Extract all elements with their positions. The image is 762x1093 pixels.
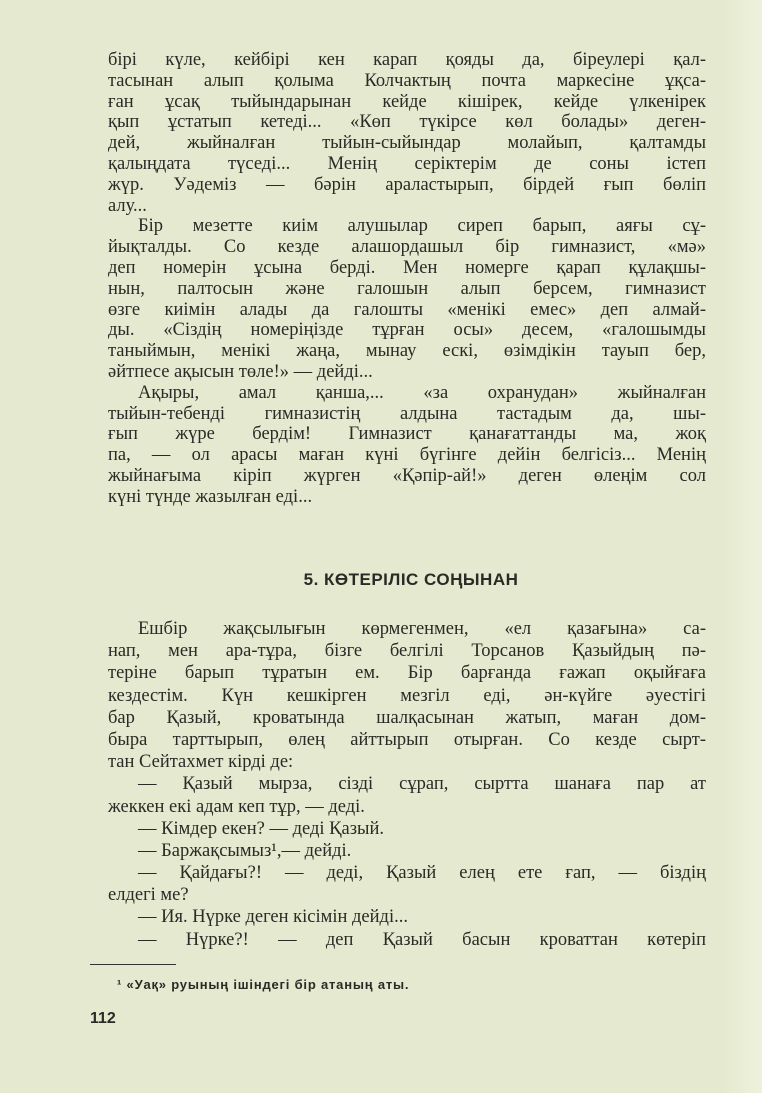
text-line: жеккен екі адам кеп тұр, — деді. [108,796,365,817]
text-line: па, — ол арасы маған күні бүгінге дейін белгісіз... Менің [108,445,706,466]
text-line: Бір мезетте киім алушылар сиреп барып, аяғы сұ- [138,216,706,237]
footnote-divider [90,964,176,965]
text-line: алу... [108,195,147,216]
text-line: нап, мен ара-тұра, бізге белгілі Торсанов Қазыйдың пә- [108,641,706,662]
text-line: тыйын-тебенді гимназистің алдына тастадым да, шы- [108,403,706,424]
text-line: қып ұстатып кетеді... «Көп түкірсе көл болады» деген- [108,112,706,133]
text-line: тан Сейтахмет кірді де: [108,752,294,773]
text-line: дей, жыйналған тыйын-сыйындар молайып, қалтамды [108,133,706,154]
page-number: 112 [90,1010,116,1027]
text-line: йықталды. Со кезде алашордашыл бір гимназист, «мә» [108,237,706,258]
text-line: бар Қазый, кроватында шалқасынан жатып, маған дом- [108,707,706,728]
text-line: быра тарттырып, өлең айттырып отырған. Со кезде сырт- [108,729,706,750]
text-line: деп номерін ұсына берді. Мен номерге қарап құлақшы- [108,257,706,278]
text-line: — Кімдер екен? — деді Қазый. [138,818,384,839]
text-line: елдегі ме? [108,885,189,906]
text-line: — Баржақсымыз¹,— дейді. [138,840,352,861]
text-line: тасынан алып қолыма Колчактың почта маркесіне ұқса- [108,70,706,91]
text-line: — Қайдағы?! — деді, Қазый елең ете ғап, — біздің [138,863,706,884]
text-line: кездестім. Күн кешкірген мезгіл еді, ән-күйге әуестігі [108,685,706,706]
text-line: — Ия. Нүрке деген кісімін дейді... [138,907,408,928]
text-line: таныймын, менікі жаңа, мынау ескі, өзімдікін тауып бер, [108,341,706,362]
text-line: жыйнағыма кіріп жүрген «Қәпір-ай!» деген өлеңім сол [108,465,706,486]
text-line: ды. «Сіздің номеріңізде тұрған осы» десем, «галошымды [108,320,706,341]
text-line: Ешбір жақсылығын көрмегенмен, «ел қазағына» са- [138,619,706,639]
text-line: Ақыры, амал қанша,... «за охранудан» жыйналған [138,382,706,403]
text-line: қалыңдата түседі... Менің серіктерім де соны істеп [108,153,706,174]
text-line: ған ұсақ тыйындарынан кейде кішірек, кейде үлкенірек [108,91,706,112]
text-line: теріне барып тұратын ем. Бір барғанда ғажап оқыйғаға [108,663,706,684]
text-line: өзге киімін алады да галошты «менікі емес» деп алмай- [108,299,706,320]
text-line: бірі күле, кейбірі кен карап қояды да, біреулері қал- [108,50,706,70]
body-text-part2 [108,618,706,951]
chapter-heading: 5. КӨТЕРІЛІС СОҢЫНАН [303,570,519,589]
text-line: — Нүрке?! — деп Қазый басын кроваттан көтеріп [138,929,706,950]
text-line: күні түнде жазылған еді... [108,486,313,507]
footnote: ¹ «Уақ» руының ішіндегі бір атаның аты. [117,977,410,992]
text-line: ғып жүре бердім! Гимназист қанағаттанды ма, жоқ [108,424,706,445]
text-line: әйтпесе ақысын төле!» — дейді... [108,361,373,382]
text-line: — Қазый мырза, сізді сұрап, сыртта шанаға пар ат [138,774,706,795]
body-text-part1 [108,50,706,508]
text-line: нын, палтосын және галошын алып берсем, гимназист [108,278,706,299]
text-line: жүр. Уәдеміз — бәрін араластырып, бірдей ғып бөліп [108,174,706,195]
page-edge-shade [722,0,762,1093]
